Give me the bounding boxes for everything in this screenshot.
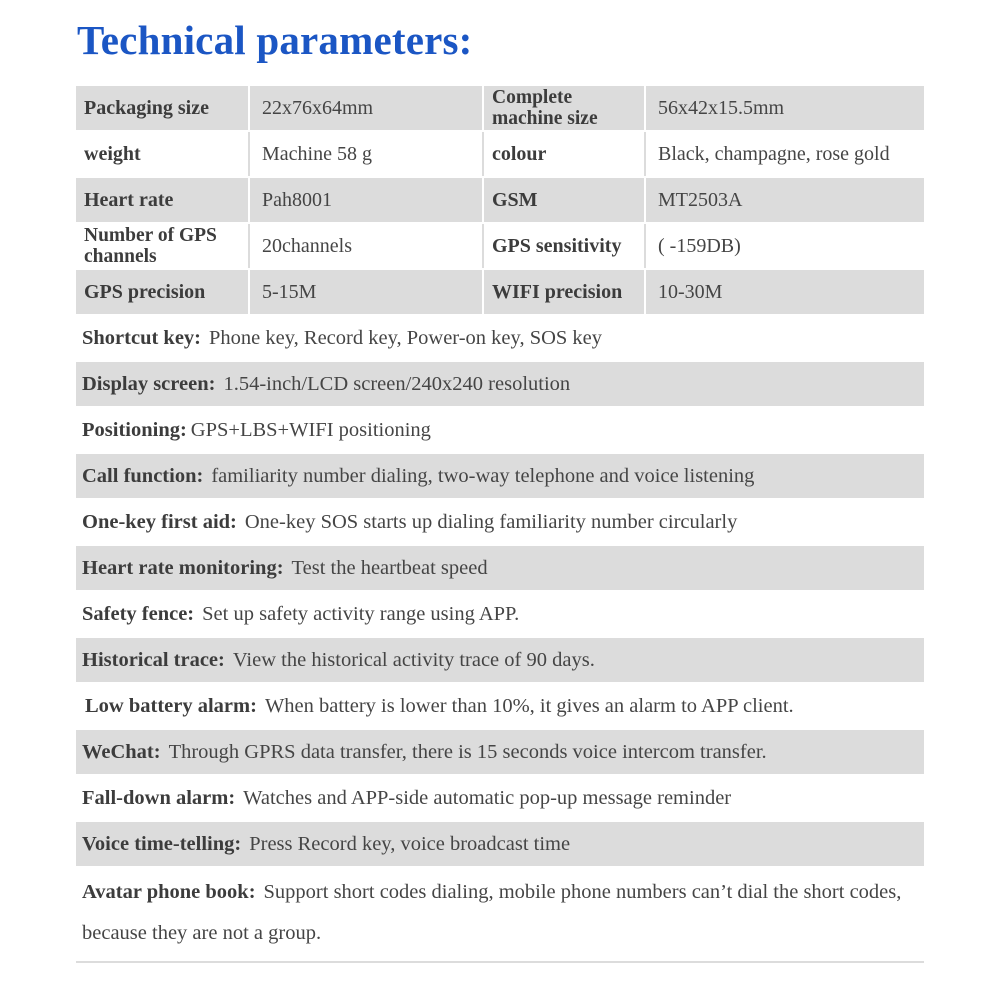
param-value: 56x42x15.5mm xyxy=(644,86,924,130)
param-value: 20channels xyxy=(248,224,482,268)
param-value: 22x76x64mm xyxy=(248,86,482,130)
feature-text: One-key SOS starts up dialing familiarity number circularly xyxy=(244,510,738,533)
feature-text: Test the heartbeat speed xyxy=(291,556,488,579)
page-title: Technical parameters: xyxy=(77,17,473,63)
feature-label: Display screen: xyxy=(82,372,216,395)
feature-row xyxy=(76,592,924,638)
table-row xyxy=(76,132,924,178)
feature-text: When battery is lower than 10%, it gives an alarm to APP client. xyxy=(264,694,794,717)
feature-row xyxy=(76,362,924,408)
param-value: 5-15M xyxy=(248,270,482,314)
feature-row xyxy=(76,868,924,961)
feature-text: GPS+LBS+WIFI positioning xyxy=(190,418,431,441)
table-row xyxy=(76,178,924,224)
feature-label: Fall-down alarm: xyxy=(82,786,236,809)
feature-text: Press Record key, voice broadcast time xyxy=(249,832,571,855)
feature-label: Low battery alarm: xyxy=(85,694,257,717)
feature-row xyxy=(76,776,924,822)
feature-label: Avatar phone book: xyxy=(82,881,256,903)
feature-label: Safety fence: xyxy=(82,602,195,625)
feature-row xyxy=(76,822,924,868)
param-label: GSM xyxy=(482,178,644,222)
param-label: Complete machine size xyxy=(482,86,644,130)
param-value: Pah8001 xyxy=(248,178,482,222)
feature-row xyxy=(76,684,924,730)
feature-row xyxy=(76,316,924,362)
feature-text: View the historical activity trace of 90 days. xyxy=(232,648,595,671)
feature-text: Through GPRS data transfer, there is 15 seconds voice intercom transfer. xyxy=(168,740,767,763)
feature-label: Call function: xyxy=(82,464,204,487)
feature-row xyxy=(76,408,924,454)
param-label: colour xyxy=(482,132,644,176)
feature-text: Watches and APP-side automatic pop-up message reminder xyxy=(243,786,732,809)
param-label: WIFI precision xyxy=(482,270,644,314)
feature-row xyxy=(76,730,924,776)
param-label: GPS precision xyxy=(84,280,206,303)
feature-row xyxy=(76,500,924,546)
feature-text: familiarity number dialing, two-way telephone and voice listening xyxy=(211,464,755,487)
param-value: MT2503A xyxy=(644,178,924,222)
table-bottom-edge xyxy=(76,961,924,963)
param-label: Packaging size xyxy=(84,96,209,119)
feature-label: One-key first aid: xyxy=(82,510,237,533)
table-row xyxy=(76,270,924,316)
param-value: ( -159DB) xyxy=(644,224,924,268)
feature-label: Voice time-telling: xyxy=(82,832,242,855)
feature-label: Shortcut key: xyxy=(82,326,202,349)
param-value: Black, champagne, rose gold xyxy=(644,132,924,176)
param-label: GPS sensitivity xyxy=(482,224,644,268)
feature-label: WeChat: xyxy=(82,740,161,763)
feature-text: Support short codes dialing, mobile phone numbers can’t dial the short codes, because they are not a group. xyxy=(82,881,902,944)
param-label: Heart rate xyxy=(84,188,174,211)
parameters-table xyxy=(76,86,924,963)
param-value: 10-30M xyxy=(644,270,924,314)
feature-text: 1.54-inch/LCD screen/240x240 resolution xyxy=(223,372,571,395)
feature-label: Historical trace: xyxy=(82,648,225,671)
feature-text: Phone key, Record key, Power-on key, SOS key xyxy=(209,326,603,349)
feature-label: Positioning: xyxy=(82,418,187,441)
feature-row xyxy=(76,546,924,592)
table-row xyxy=(76,224,924,270)
feature-text: Set up safety activity range using APP. xyxy=(202,602,520,625)
param-label: weight xyxy=(84,142,141,165)
table-row xyxy=(76,86,924,132)
param-value: Machine 58 g xyxy=(248,132,482,176)
feature-row xyxy=(76,638,924,684)
feature-label: Heart rate monitoring: xyxy=(82,556,284,579)
param-label: Number of GPS channels xyxy=(84,225,217,267)
feature-row xyxy=(76,454,924,500)
